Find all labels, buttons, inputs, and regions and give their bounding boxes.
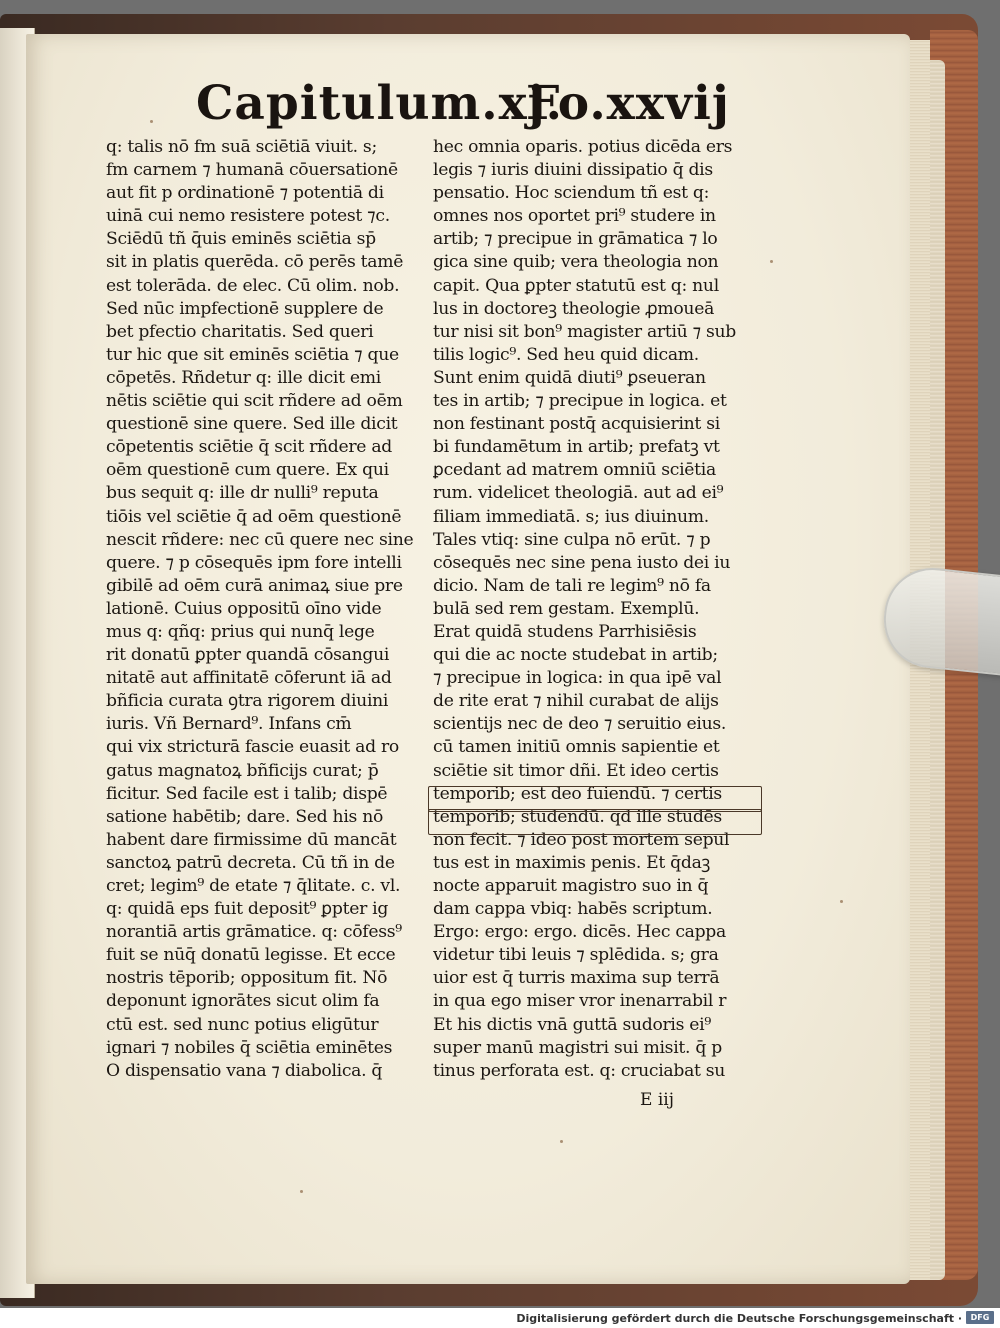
left-column-line: est tolerāda. de elec. Cū olim. nob. (106, 275, 400, 296)
chapter-title: Capitulum.xj. (196, 76, 563, 131)
left-column-line: habent dare firmissime dū mancāt (106, 829, 397, 850)
right-column-line: bulā sed rem gestam. Exemplū. (433, 598, 700, 619)
foxing-speck (300, 1190, 303, 1193)
right-column-line: videtur tibi leuis ⁊ splēdida. s; gra (433, 945, 719, 966)
text-column-left (106, 136, 426, 1083)
left-column-line: nostris tēporib; oppositum fit. Nō (106, 968, 388, 989)
left-column-line: gibilē ad oēm curā animaꝝ siue pre (106, 575, 403, 596)
footer-bar (0, 1308, 1000, 1328)
right-column-line: super manū magistri sui misit. q̄ p (433, 1037, 722, 1058)
foxing-speck (560, 1140, 563, 1143)
foxing-speck (770, 260, 773, 263)
right-column-line: non festinant postq̄ acquisierint si (433, 414, 720, 435)
text-column-right (433, 136, 753, 1083)
right-column-line: Ergo: ergo: ergo. dicēs. Hec cappa (433, 922, 726, 943)
left-column-line: fuit se nūq̄ donatū legisse. Et ecce (106, 945, 396, 966)
right-column-line: temporib; est deo fuiendū. ⁊ certis (433, 783, 722, 804)
left-column-line: cōpetēs. Rñdetur q: ille dicit emi (106, 367, 381, 388)
left-column-line: bet pfectio charitatis. Sed queri (106, 321, 374, 342)
left-column-line: uinā cui nemo resistere potest ⁊c. (106, 206, 390, 227)
left-column-line: nētis sciētie qui scit rñdere ad oēm (106, 391, 403, 412)
right-column-line: Tales vtiq: sine culpa nō erūt. ⁊ p (433, 529, 711, 550)
right-column-line: tilis logic⁹. Sed heu quid dicam. (433, 344, 699, 365)
left-column-line: gatus magnatoꝝ bñficijs curat; p̄ (106, 760, 379, 781)
left-column-line: sit in platis querēda. cō perēs tamē (106, 252, 404, 273)
left-column-line: sanctoꝝ patrū decreta. Cū tñ in de (106, 852, 395, 873)
right-column-line: Erat quidā studens Parrhisiēsis (433, 621, 697, 642)
right-column-line: hec omnia oparis. potius dicēda ers (433, 137, 733, 157)
right-column-line: tur nisi sit bon⁹ magister artiū ⁊ sub (433, 321, 736, 342)
right-column-line: uior est q̄ turris maxima sup terrā (433, 968, 720, 989)
right-column-line: scientijs nec de deo ⁊ seruitio eius. (433, 714, 727, 735)
right-column-line: filiam immediatā. s; ius diuinum. (433, 506, 709, 527)
left-column-line: Sciēdū tñ q̄uis eminēs sciētia sp̄ (106, 229, 376, 250)
foxing-speck (150, 120, 153, 123)
left-column-line: tiōis vel sciētie q̄ ad oēm questionē (106, 506, 402, 527)
signature-mark: E iij (640, 1090, 674, 1110)
right-column-line: legis ⁊ iuris diuini dissipatio q̄ dis (433, 160, 713, 181)
left-column-line: Sed nūc impfectionē supplere de (106, 298, 384, 319)
foxing-speck (840, 900, 843, 903)
left-column-line: rit donatū ꝑpter quandā cōsangui (106, 645, 390, 666)
manuscript-box-mark (428, 809, 762, 835)
left-column-line: O dispensatio vana ⁊ diabolica. q̄ (106, 1060, 383, 1081)
left-column-line: mus q: qñq: prius qui nunq̄ lege (106, 621, 375, 642)
left-column-line: nitatē aut affinitatē cōferunt iā ad (106, 668, 392, 689)
right-column-line: tinus perforata est. q: cruciabat su (433, 1060, 726, 1081)
left-column-line: ignari ⁊ nobiles q̄ sciētia eminētes (106, 1037, 393, 1058)
folio-number: Fo.xxvij (526, 76, 730, 131)
left-column-line: lationē. Cuius oppositū oīno vide (106, 598, 382, 619)
right-column-line: qui die ac nocte studebat in artib; (433, 645, 718, 666)
right-column-line: de rite erat ⁊ nihil curabat de alijs (433, 691, 719, 712)
left-column-line: aut fit p ordinationē ⁊ potentiā di (106, 183, 384, 204)
right-column-line: ꝑcedant ad matrem omniū sciētia (433, 460, 716, 481)
right-column-line: cū tamen initiū omnis sapientie et (433, 737, 720, 758)
right-column-line: nocte apparuit magistro suo in q̄ (433, 876, 709, 896)
right-column-line: temporib; studendū. qd ille studēs (433, 806, 722, 827)
right-column-line: bi fundamētum in artib; prefatꝫ vt (433, 437, 720, 458)
right-column-line: in qua ego miser vror inenarrabil r (433, 991, 727, 1012)
right-column-line: capit. Qua ꝑpter statutū est q: nul (433, 275, 719, 296)
left-column-line: bus sequit q: ille dr nulli⁹ reputa (106, 483, 379, 504)
right-column-line: ⁊ precipue in logica: in qua ipē val (433, 668, 722, 689)
left-column-line: iuris. Vñ Bernard⁹. Infans cm̄ (106, 714, 352, 735)
left-column-line: norantiā artis grāmatice. q: cōfess⁹ (106, 922, 402, 943)
running-head (196, 66, 730, 140)
right-column-line: non fecit. ⁊ ideo post mortem sepul (433, 829, 730, 850)
right-column-line: artib; ⁊ precipue in grāmatica ⁊ lo (433, 229, 718, 250)
left-column-line: nescit rñdere: nec cū quere nec sine (106, 529, 414, 550)
right-column-line: Sunt enim quidā diuti⁹ ꝑseueran (433, 367, 706, 388)
right-column-line: dicio. Nam de tali re legim⁹ nō fa (433, 575, 711, 596)
right-column-line: pensatio. Hoc sciendum tñ est q: (433, 183, 710, 204)
left-column-line: q: talis nō fm suā sciētiā viuit. s; (106, 137, 377, 157)
right-column-line: rum. videlicet theologiā. aut ad ei⁹ (433, 483, 724, 504)
right-column-line: tes in artib; ⁊ precipue in logica. et (433, 391, 727, 412)
left-column-line: qui vix stricturā fascie euasit ad ro (106, 737, 399, 758)
right-column-line: Et his dictis vnā guttā sudoris ei⁹ (433, 1014, 711, 1035)
left-column-line: oēm questionē cum quere. Ex qui (106, 460, 389, 481)
left-column-line: questionē sine quere. Sed ille dicit (106, 414, 398, 435)
left-column-line: cōpetentis sciētie q̄ scit rñdere ad (106, 437, 392, 458)
left-column-line: bñficia curata ꝯtra rigorem diuini (106, 691, 389, 712)
right-column-line: gica sine quib; vera theologia non (433, 252, 719, 273)
left-column-line: ficitur. Sed facile est i talib; dispē (106, 783, 388, 804)
left-column-line: q: quidā eps fuit deposit⁹ ꝑpter ig (106, 899, 389, 920)
left-column-line: tur hic que sit eminēs sciētia ⁊ que (106, 344, 399, 365)
right-column-line: cōsequēs nec sine pena iusto dei iu (433, 552, 731, 573)
left-column-line: ctū est. sed nunc potius eligūtur (106, 1014, 379, 1035)
left-column-line: satione habētib; dare. Sed his nō (106, 806, 384, 827)
left-column-line: cret; legim⁹ de etate ⁊ q̄litate. c. vl. (106, 876, 401, 896)
funding-credit: Digitalisierung gefördert durch die Deutsche Forschungsgemeinschaft · (516, 1312, 962, 1325)
right-column-line: sciētie sit timor dñi. Et ideo certis (433, 760, 719, 781)
left-column-line: quere. ⁊ p cōsequēs ipm fore intelli (106, 552, 402, 573)
right-column-line: omnes nos oportet pri⁹ studere in (433, 206, 716, 227)
right-column-line: tus est in maximis penis. Et q̄daꝫ (433, 852, 711, 873)
left-column-line: deponunt ignorātes sicut olim fa (106, 991, 380, 1012)
right-column-line: lus in doctoreꝫ theologie ꝓmoueā (433, 298, 715, 319)
left-column-line: fm carnem ⁊ humanā cōuersationē (106, 160, 398, 181)
right-column-line: dam cappa vbiq: habēs scriptum. (433, 899, 713, 920)
dfg-logo: DFG (966, 1311, 994, 1324)
